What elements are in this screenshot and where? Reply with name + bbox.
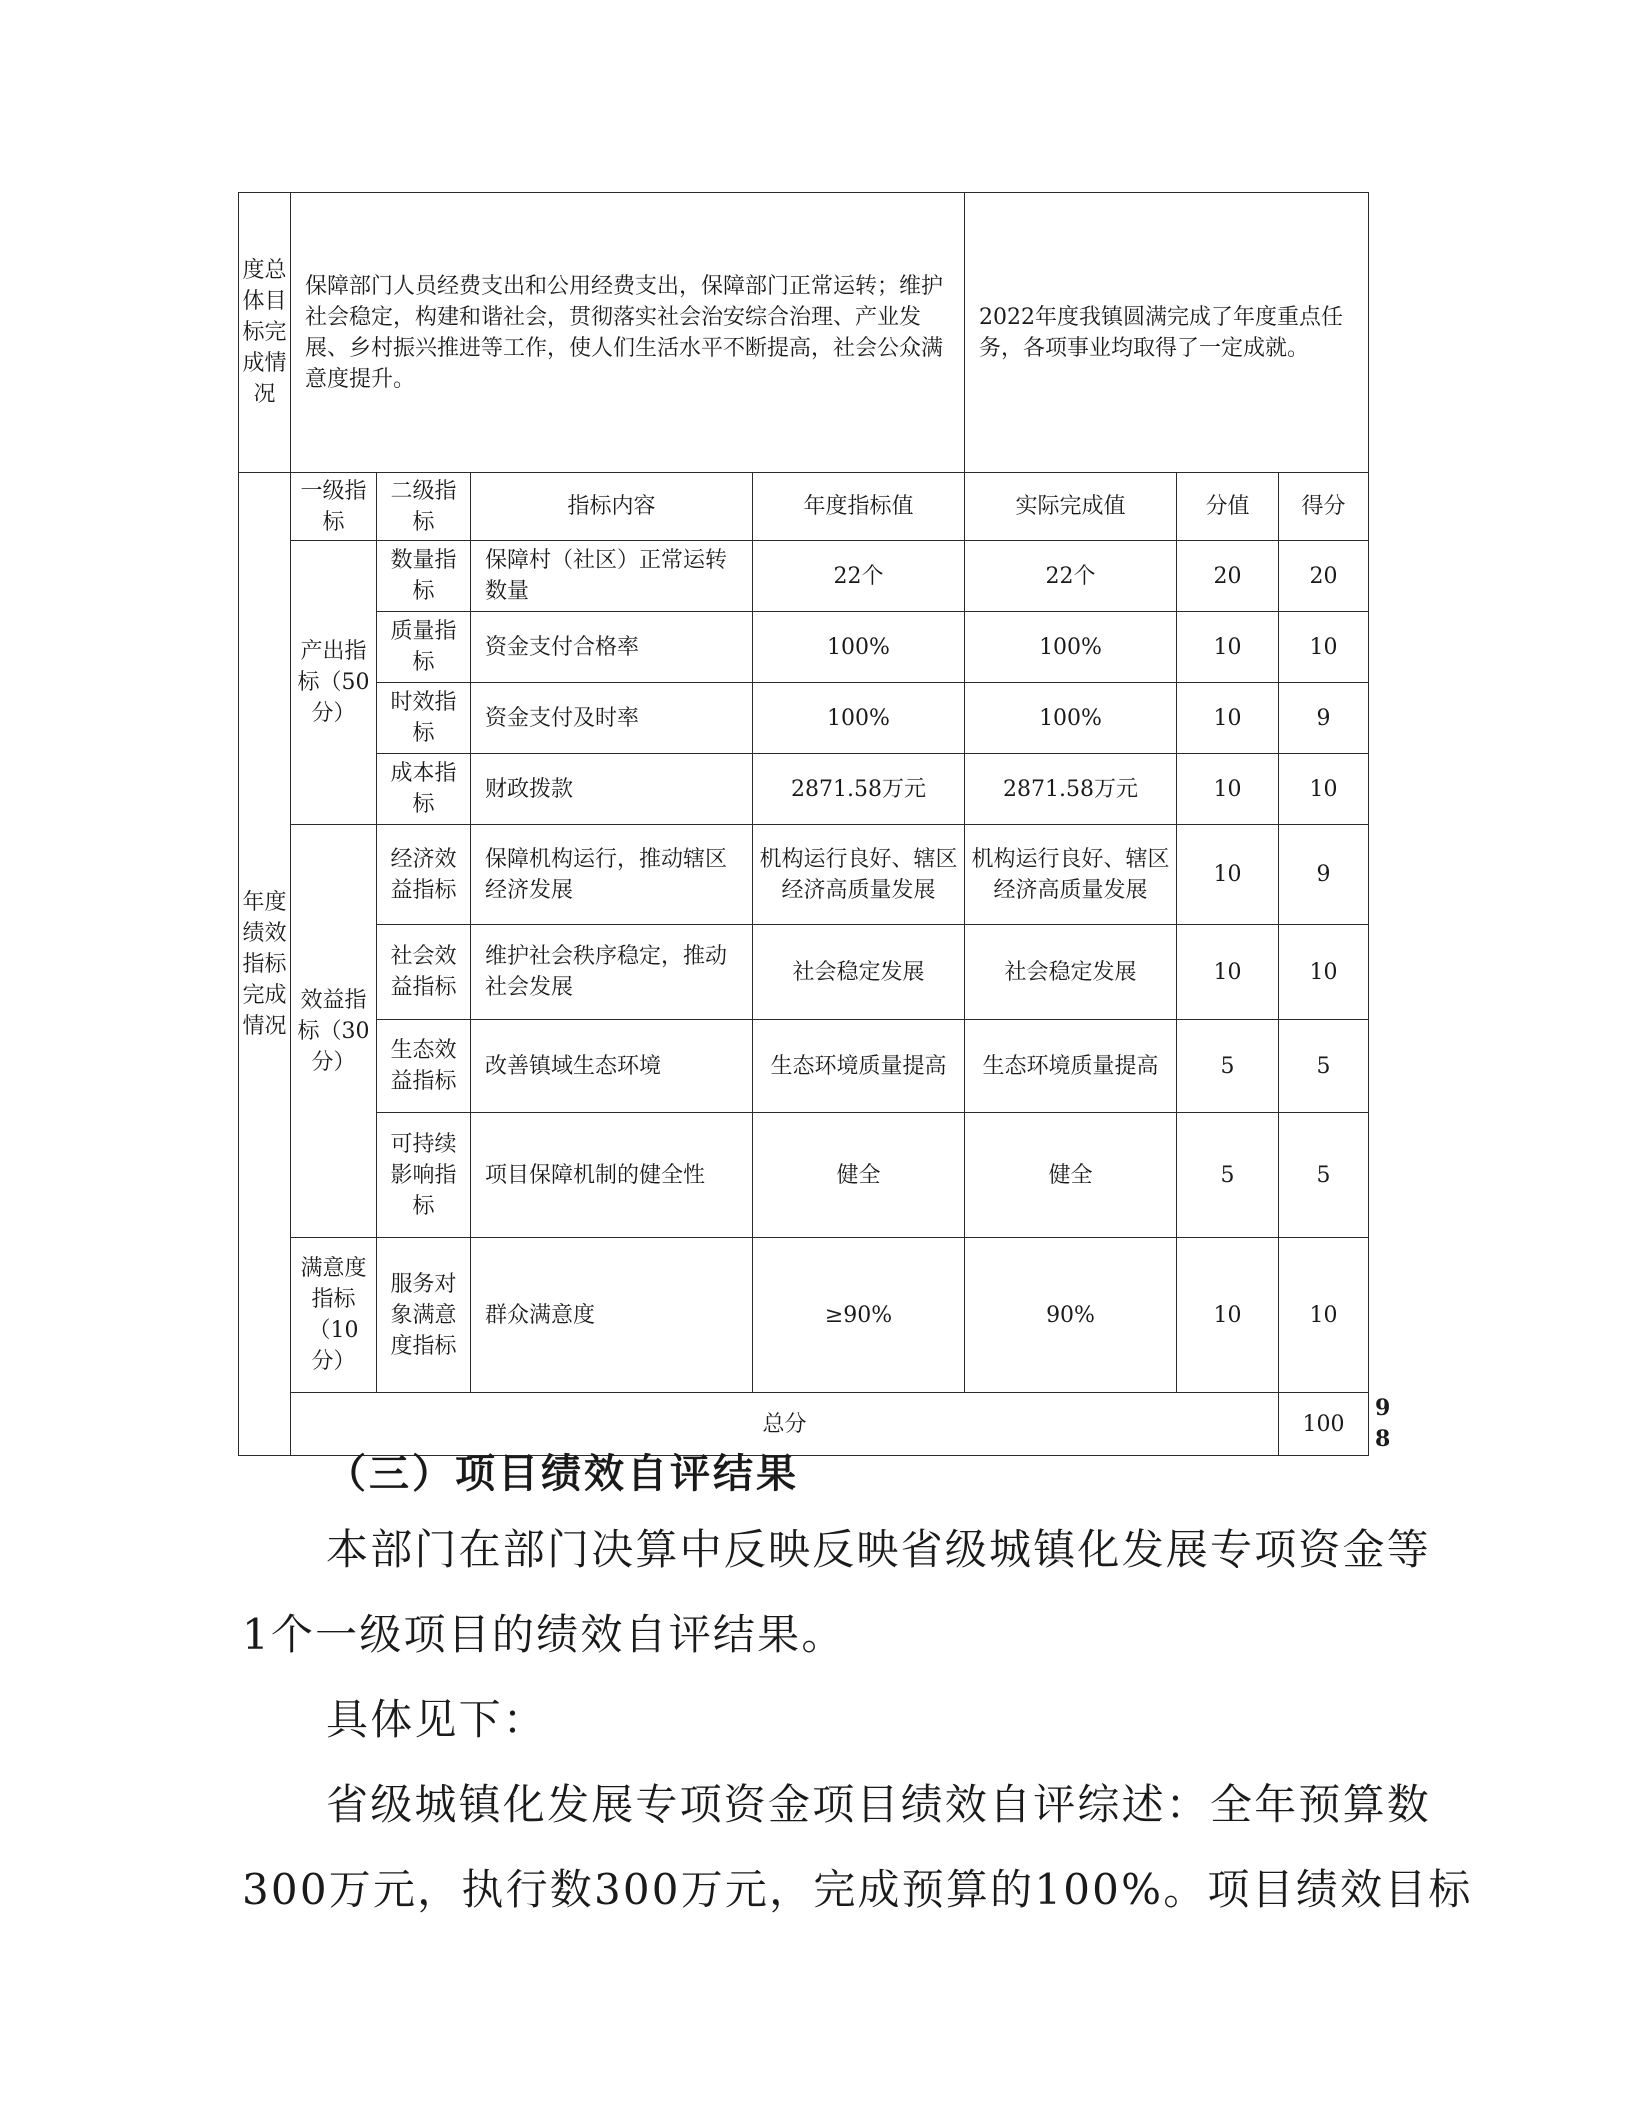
header-score: 得分	[1279, 473, 1369, 541]
content-cell: 保障机构运行，推动辖区经济发展	[471, 825, 753, 925]
actual-cell: 社会稳定发展	[965, 925, 1177, 1020]
total-row: 总分 100 98	[239, 1393, 1369, 1456]
actual-cell: 机构运行良好、辖区经济高质量发展	[965, 825, 1177, 925]
header-target: 年度指标值	[753, 473, 965, 541]
total-label: 总分	[291, 1393, 1279, 1456]
actual-cell: 22个	[965, 541, 1177, 612]
content-cell: 群众满意度	[471, 1238, 753, 1393]
target-cell: 健全	[753, 1113, 965, 1238]
score-value-cell: 5	[1177, 1113, 1279, 1238]
score-value-cell: 10	[1177, 754, 1279, 825]
total-score-value: 100	[1279, 1393, 1369, 1456]
table-row	[239, 754, 1369, 825]
level1-output: 产出指标（50分）	[291, 541, 377, 825]
target-cell: 100%	[753, 683, 965, 754]
actual-cell: 100%	[965, 612, 1177, 683]
section-heading: （三）项目绩效自评结果	[326, 1450, 799, 1497]
level2-cell: 经济效益指标	[377, 825, 471, 925]
actual-cell: 90%	[965, 1238, 1177, 1393]
level2-cell: 服务对象满意度指标	[377, 1238, 471, 1393]
level2-cell: 可持续影响指标	[377, 1113, 471, 1238]
content-cell: 改善镇域生态环境	[471, 1020, 753, 1113]
target-cell: 生态环境质量提高	[753, 1020, 965, 1113]
score-value-cell: 10	[1177, 825, 1279, 925]
score-value-cell: 20	[1177, 541, 1279, 612]
score-value-cell: 10	[1177, 612, 1279, 683]
paragraph-3-line-2: 300万元，执行数300万元，完成预算的100%。项目绩效目标	[242, 1865, 1473, 1914]
target-cell: 社会稳定发展	[753, 925, 965, 1020]
actual-cell: 健全	[965, 1113, 1177, 1238]
content-cell: 资金支付合格率	[471, 612, 753, 683]
indicator-row-label: 年度绩效指标完成情况	[239, 473, 291, 1456]
level2-cell: 质量指标	[377, 612, 471, 683]
goal-row	[239, 193, 1369, 473]
actual-cell: 生态环境质量提高	[965, 1020, 1177, 1113]
target-cell: 机构运行良好、辖区经济高质量发展	[753, 825, 965, 925]
score-cell: 20	[1279, 541, 1369, 612]
level2-cell: 生态效益指标	[377, 1020, 471, 1113]
paragraph-2: 具体见下：	[326, 1695, 548, 1744]
table-row	[239, 825, 1369, 925]
target-cell: ≥90%	[753, 1238, 965, 1393]
table-row	[239, 683, 1369, 754]
content-cell: 资金支付及时率	[471, 683, 753, 754]
score-value-cell: 10	[1177, 1238, 1279, 1393]
score-cell: 10	[1279, 925, 1369, 1020]
level2-cell: 数量指标	[377, 541, 471, 612]
header-score-value: 分值	[1177, 473, 1279, 541]
table-row	[239, 541, 1369, 612]
paragraph-1-line-1: 本部门在部门决算中反映反映省级城镇化发展专项资金等	[326, 1525, 1432, 1574]
level1-benefit: 效益指标（30分）	[291, 825, 377, 1238]
score-cell: 5	[1279, 1113, 1369, 1238]
paragraph-1-line-2: 1个一级项目的绩效自评结果。	[242, 1610, 846, 1659]
header-actual: 实际完成值	[965, 473, 1177, 541]
score-value-cell: 5	[1177, 1020, 1279, 1113]
level2-cell: 成本指标	[377, 754, 471, 825]
header-level1: 一级指标	[291, 473, 377, 541]
actual-cell: 100%	[965, 683, 1177, 754]
level2-cell: 时效指标	[377, 683, 471, 754]
table-row	[239, 925, 1369, 1020]
score-cell: 9	[1279, 683, 1369, 754]
score-cell: 10	[1279, 1238, 1369, 1393]
content-cell: 保障村（社区）正常运转数量	[471, 541, 753, 612]
paragraph-3-line-1: 省级城镇化发展专项资金项目绩效自评综述：全年预算数	[326, 1780, 1432, 1829]
score-cell: 5	[1279, 1020, 1369, 1113]
table-row	[239, 1020, 1369, 1113]
planned-goal-cell: 保障部门人员经费支出和公用经费支出，保障部门正常运转；维护社会稳定，构建和谐社会，贯彻落实社会治安综合治理、产业发展、乡村振兴推进等工作，使人们生活水平不断提高，社会公众满意度提升。	[291, 193, 965, 473]
header-content: 指标内容	[471, 473, 753, 541]
table-row	[239, 612, 1369, 683]
goal-row-label: 度总体目标完成情况	[239, 193, 291, 473]
content-cell: 维护社会秩序稳定，推动社会发展	[471, 925, 753, 1020]
table-row	[239, 1113, 1369, 1238]
performance-table	[238, 192, 1391, 1456]
header-level2: 二级指标	[377, 473, 471, 541]
target-cell: 100%	[753, 612, 965, 683]
score-value-cell: 10	[1177, 925, 1279, 1020]
score-value-cell: 10	[1177, 683, 1279, 754]
actual-goal-cell: 2022年度我镇圆满完成了年度重点任务，各项事业均取得了一定成就。	[965, 193, 1369, 473]
score-cell: 10	[1279, 612, 1369, 683]
indicator-header-row	[239, 473, 1369, 541]
score-cell: 10	[1279, 754, 1369, 825]
score-cell: 9	[1279, 825, 1369, 925]
actual-cell: 2871.58万元	[965, 754, 1177, 825]
level1-satisfaction: 满意度指标（10分）	[291, 1238, 377, 1393]
target-cell: 22个	[753, 541, 965, 612]
target-cell: 2871.58万元	[753, 754, 965, 825]
content-cell: 项目保障机制的健全性	[471, 1113, 753, 1238]
table-row	[239, 1238, 1369, 1393]
level2-cell: 社会效益指标	[377, 925, 471, 1020]
content-cell: 财政拨款	[471, 754, 753, 825]
